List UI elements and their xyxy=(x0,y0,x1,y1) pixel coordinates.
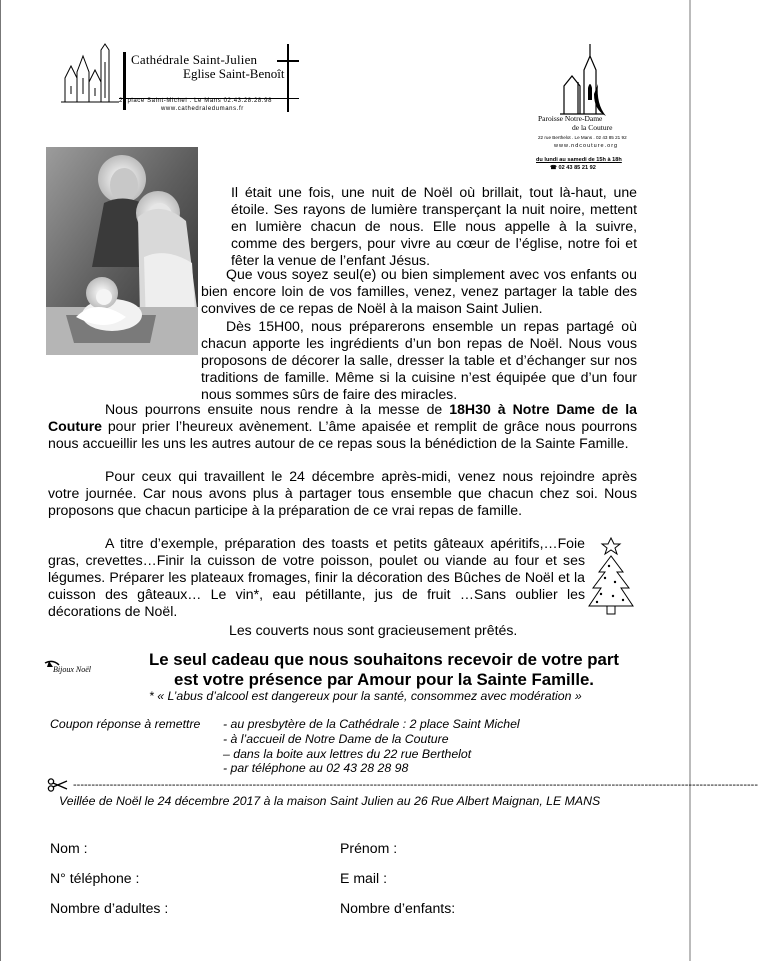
gift-statement xyxy=(129,650,639,689)
mass-paragraph xyxy=(48,401,637,452)
phone-field-label: N° téléphone : xyxy=(50,870,140,886)
cutlery-note: Les couverts nous sont gracieusement prêtés. xyxy=(229,622,518,638)
event-details: Veillée de Noël le 24 décembre 2017 à la maison Saint Julien au 26 Rue Albert Maignan, LE MANS xyxy=(59,794,601,808)
parish-logo xyxy=(534,40,640,176)
nom-field-label: Nom : xyxy=(50,840,88,856)
parish-address: 22 rue Berthelot . Le Mans . 02 43 85 21 92 xyxy=(538,135,627,140)
cathedral-logo xyxy=(57,42,307,122)
cathedral-website: www.cathedraledumans.fr xyxy=(161,106,244,112)
mass-time-location: 18H30 à Notre Dame de la Couture xyxy=(48,401,637,435)
mass-text-after: pour prier l’heureux avènement. L’âme apaisée et remplit de grâce nous pourrons nous accueillir les uns les autres autour de ce repas sous la bénédiction de la Sainte Famille. xyxy=(48,418,637,452)
parish-name: Paroisse Notre-Dame xyxy=(538,114,603,123)
coupon-option: - par téléphone au 02 43 28 28 98 xyxy=(223,761,409,776)
prenom-field-label: Prénom : xyxy=(340,840,398,856)
cathedral-name: Cathédrale Saint-Julien xyxy=(131,52,258,67)
children-field-label: Nombre d’enfants: xyxy=(340,900,456,916)
parish-website: www.ndcouture.org xyxy=(554,143,619,149)
adults-field-label: Nombre d’adultes : xyxy=(50,900,169,916)
coupon-option: – dans la boite aux lettres du 22 rue Berthelot xyxy=(223,746,472,761)
gift-statement-line1: Le seul cadeau que nous souhaitons recevoir de votre part xyxy=(148,650,619,669)
coupon-option: - à l’accueil de Notre Dame de la Couture xyxy=(223,731,449,746)
parish-hours: du lundi au samedi de 15h à 18h xyxy=(536,157,622,163)
coupon-options-list xyxy=(223,717,520,776)
gift-statement-line2: est votre présence par Amour pour la Sainte Famille. xyxy=(174,669,594,689)
story-paragraph: Il était une fois, une nuit de Noël où brillait, tout là-haut, une étoile. Ses rayons de lumière transperçant la nuit noire, mettent en lumière chacun de nous. Elle nous appelle à la suivre, comme des bergers, pour vivre au cœur de l’église, notre foi et fêter la venue de l’enfant Jésus. xyxy=(231,184,637,269)
example-paragraph: A titre d’exemple, préparation des toasts et petits gâteaux apéritifs,…Foie gras, crevettes…Finir la cuisson de votre poisson, poulet ou viande au four et ses légumes. Préparer les plateaux fromages, finir la décoration des Bûches de Noël et la cuisson des gâteaux… Le vin*, eau pétillante, jus de fruit …Sans oublier les décorations de Noël. xyxy=(48,535,585,620)
coupon-option: - au presbytère de la Cathédrale : 2 place Saint Michel xyxy=(223,717,520,731)
church-tower-icon xyxy=(534,40,640,116)
bijoux-noel-decoration xyxy=(43,657,123,677)
workers-paragraph: Pour ceux qui travaillent le 24 décembre après-midi, venez nous rejoindre après votre journée. Car nous avons plus à partager tous ensemble que chacun chez soi. Nous proposons que chacun participe à la préparation de ce vrai repas de famille. xyxy=(48,468,637,519)
coupon-label: Coupon réponse à remettre xyxy=(50,717,201,731)
parish-name-line2: de la Couture xyxy=(572,123,613,132)
alcohol-warning: * « L’abus d’alcool est dangereux pour la santé, consommez avec modération » xyxy=(149,689,582,703)
preparation-text: Dès 15H00, nous préparerons ensemble un repas partagé où chacun apporte les ingrédients d’un bon repas de Noël. Nous vous proposons de décorer la salle, dresser la table et d’échanger sur nos traditions de famille. Même si la cuisine n’est équipée que d’un four nous sommes sûrs de faire des miracles. xyxy=(201,318,637,403)
dashed-cut-line: ------------------------------------------------------------------------------------------------------------------------------------------------------------------------------------------- xyxy=(73,779,758,791)
scissors-icon xyxy=(47,778,69,792)
church-name: Eglise Saint-Benoît xyxy=(183,66,285,81)
mass-text-before: Nous pourrons ensuite nous rendre à la messe de xyxy=(105,401,450,417)
invitation-text: Que vous soyez seul(e) ou bien simplement avec vos enfants ou bien encore loin de vos familles, venez, venez partager la table des convives de ce repas de Noël à la maison Saint Julien. xyxy=(201,266,637,317)
cathedral-address: 2, place Saint-Michel . Le Mans 02.43.28.28.98 xyxy=(119,98,273,104)
christmas-tree-icon xyxy=(585,534,637,620)
holy-family-image xyxy=(46,147,198,355)
preparation-paragraph xyxy=(201,318,637,403)
email-field-label: E mail : xyxy=(340,870,387,886)
invitation-paragraph xyxy=(201,266,637,317)
parish-phone: ☎ 02 43 85 21 92 xyxy=(550,165,596,171)
bijoux-noel-label: Bijoux Noël xyxy=(53,665,91,674)
